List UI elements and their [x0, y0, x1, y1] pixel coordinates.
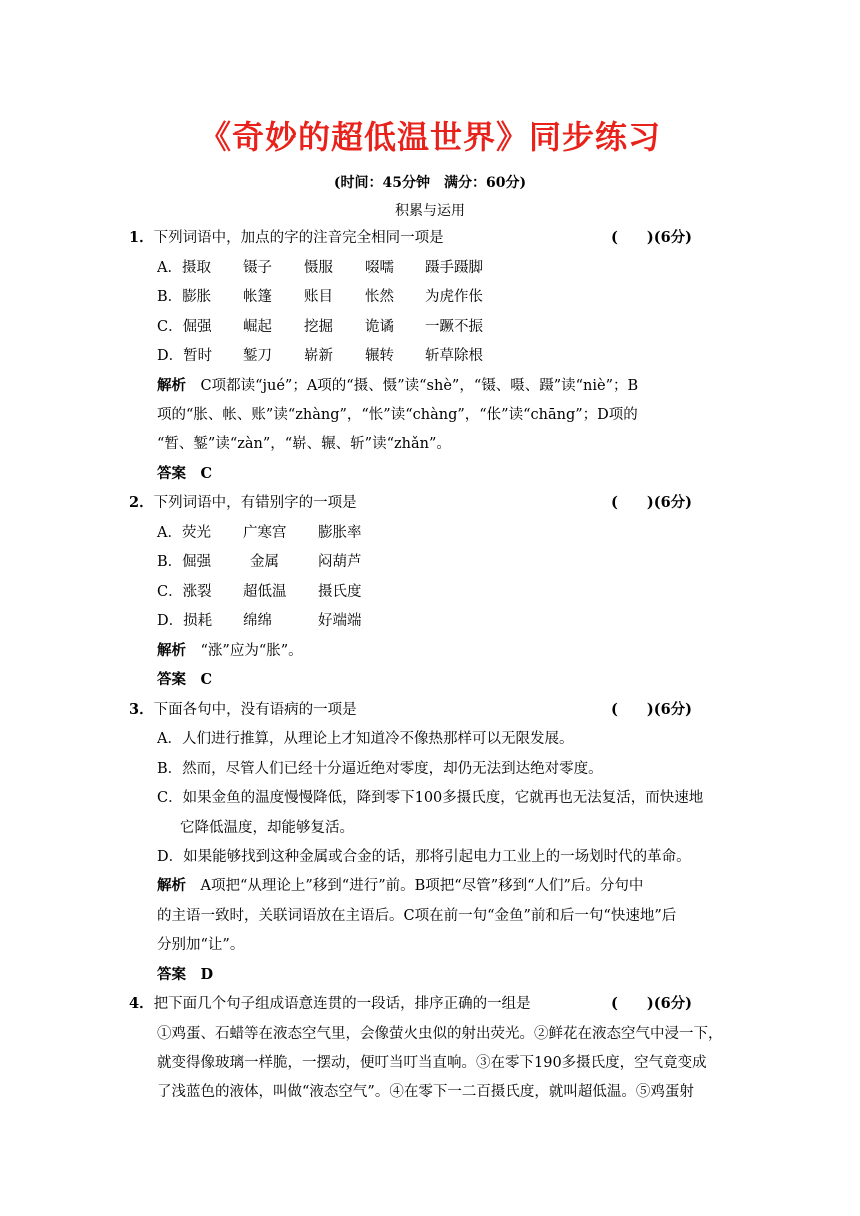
- option-word: 崭新: [304, 348, 333, 364]
- question-text: 下列词语中，加点的字的注音完全相同一项是: [153, 230, 444, 246]
- option-word: 超低温: [243, 584, 287, 600]
- question-3-analysis-line-1: [157, 876, 643, 896]
- question-3-option-a: A．人们进行推算，从理论上才知道冷不像热那样可以无限发展。: [157, 731, 574, 747]
- option-word: 怅然: [365, 289, 394, 305]
- question-3-option-d: D．如果能够找到这种金属或合金的话，那将引起电力工业上的一场划时代的革命。: [157, 849, 691, 865]
- question-3-score: ( )(6分): [611, 701, 693, 718]
- question-number: 3．: [129, 701, 154, 718]
- option-word: 闷葫芦: [318, 554, 362, 570]
- option-word: 錾刀: [243, 348, 272, 364]
- section-heading: 积累与运用: [395, 203, 465, 219]
- question-3-option-c-continued: 它降低温度，却能够复活。: [180, 820, 354, 836]
- page-title: 《奇妙的超低温世界》同步练习: [198, 118, 661, 156]
- option-word: 帐篷: [243, 289, 272, 305]
- option-word: 为虎作伥: [425, 289, 483, 305]
- question-4-score: ( )(6分): [611, 995, 693, 1012]
- option-word: 镊子: [243, 260, 272, 276]
- question-3-analysis-line-3: 分别加“让”。: [157, 937, 245, 953]
- question-2-stem: [129, 493, 357, 513]
- option-word: D．损耗: [157, 613, 213, 629]
- question-4-stem: [129, 994, 531, 1014]
- option-word: 一蹶不振: [425, 319, 483, 335]
- question-text: 下面各句中，没有语病的一项是: [153, 702, 357, 718]
- time-score-info: (时间：45分钟 满分：60分): [333, 175, 527, 191]
- option-word: 绵绵: [243, 613, 272, 629]
- question-3-answer: [157, 965, 213, 985]
- option-word: 蹑手蹑脚: [425, 260, 483, 276]
- question-1-stem: [129, 228, 444, 248]
- option-word: 挖掘: [304, 319, 333, 335]
- option-word: 诡谲: [365, 319, 394, 335]
- question-4-body-line-3: 了浅蓝色的液体，叫做“液态空气”。④在零下一二百摄氏度，就叫超低温。⑤鸡蛋射: [157, 1084, 694, 1100]
- question-4-body-line-2: 就变得像玻璃一样脆，一摆动，便叮当叮当直响。③在零下190多摄氏度，空气竟变成: [157, 1055, 707, 1071]
- analysis-text: “涨”应为“胀”。: [200, 643, 303, 659]
- option-word: 崛起: [243, 319, 272, 335]
- question-number: 2．: [129, 494, 154, 511]
- answer-label: 答案: [157, 671, 186, 688]
- analysis-label: 解析: [157, 377, 186, 394]
- option-word: C．涨裂: [157, 584, 212, 600]
- option-word: 账目: [304, 289, 333, 305]
- analysis-text: C项都读“jué”；A项的“摄、慑”读“shè”，“镊、嗫、蹑”读“niè”；B: [200, 378, 639, 394]
- question-number: 1．: [129, 229, 154, 246]
- option-word: B．倔强: [157, 554, 212, 570]
- option-word: 慑服: [304, 260, 333, 276]
- question-3-stem: [129, 700, 357, 720]
- question-1-answer: [157, 464, 212, 484]
- option-word: 膨胀率: [318, 525, 362, 541]
- option-word: A．荧光: [157, 525, 211, 541]
- answer-value: C: [200, 465, 213, 482]
- question-3-analysis-line-2: 的主语一致时，关联词语放在主语后。C项在前一句“金鱼”前和后一句“快速地”后: [157, 908, 677, 924]
- answer-label: 答案: [157, 966, 186, 983]
- question-1-analysis-line-1: [157, 376, 638, 396]
- option-word: A．摄取: [157, 260, 211, 276]
- analysis-text: A项把“从理论上”移到“进行”前。B项把“尽管”移到“人们”后。分句中: [200, 878, 644, 894]
- question-4-body-line-1: ①鸡蛋、石蜡等在液态空气里，会像萤火虫似的射出荧光。②鲜花在液态空气中浸一下，: [157, 1026, 723, 1042]
- option-word: C．倔强: [157, 319, 212, 335]
- answer-value: D: [200, 966, 214, 983]
- question-2-analysis: [157, 641, 303, 661]
- option-word: 金属: [250, 554, 279, 570]
- answer-value: C: [200, 671, 213, 688]
- option-word: 啜嚅: [365, 260, 394, 276]
- option-word: 斩草除根: [425, 348, 483, 364]
- option-word: 摄氏度: [318, 584, 362, 600]
- option-word: B．膨胀: [157, 289, 212, 305]
- question-2-score: ( )(6分): [611, 494, 693, 511]
- question-3-option-c: C．如果金鱼的温度慢慢降低，降到零下100多摄氏度，它就再也无法复活，而快速地: [157, 790, 704, 806]
- question-text: 下列词语中，有错别字的一项是: [153, 495, 357, 511]
- option-word: 辗转: [365, 348, 394, 364]
- option-word: 广寒宫: [243, 525, 287, 541]
- question-1-analysis-line-3: “暂、錾”读“zàn”，“崭、辗、斩”读“zhǎn”。: [157, 436, 451, 452]
- option-word: D．暂时: [157, 348, 213, 364]
- question-2-answer: [157, 670, 212, 690]
- question-3-option-b: B．然而，尽管人们已经十分逼近绝对零度，却仍无法到达绝对零度。: [157, 761, 603, 777]
- analysis-label: 解析: [157, 642, 186, 659]
- question-number: 4．: [129, 995, 154, 1012]
- question-text: 把下面几个句子组成语意连贯的一段话，排序正确的一组是: [153, 996, 531, 1012]
- question-1-analysis-line-2: 项的“胀、帐、账”读“zhàng”，“怅”读“chàng”，“伥”读“chāng”；D项的: [157, 407, 638, 423]
- answer-label: 答案: [157, 465, 186, 482]
- analysis-label: 解析: [157, 877, 186, 894]
- option-word: 好端端: [318, 613, 362, 629]
- question-1-score: ( )(6分): [611, 229, 693, 246]
